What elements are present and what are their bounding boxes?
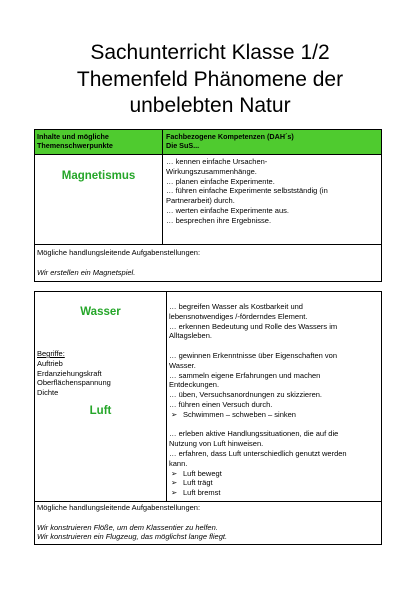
header-competencies: Fachbezogene Kompetenzen (DAH´s) Die SuS...	[166, 132, 294, 150]
topic-air: Luft	[89, 405, 112, 417]
list-item: Nutzung von Luft hinweisen.	[169, 439, 264, 449]
task-item: Wir konstruieren ein Flugzeug, das möglichst lange fliegt.	[37, 532, 228, 542]
competency-list	[166, 157, 380, 226]
terms-list	[37, 349, 163, 398]
list-item: Alltagsleben.	[169, 331, 212, 341]
bullet-item: ➢ Luft trägt	[171, 478, 213, 488]
arrow-bullet-icon: ➢	[171, 468, 178, 478]
topic-water: Wasser	[80, 306, 121, 318]
list-item: Wirkungszusammenhänge.	[166, 166, 257, 176]
page-title	[0, 40, 420, 120]
column-divider	[162, 130, 163, 244]
tasks-section	[37, 503, 377, 542]
topic-magnetism: Magnetismus	[61, 170, 136, 182]
column-divider	[166, 292, 167, 501]
list-item: Entdeckungen.	[169, 380, 220, 390]
task-item: Wir konstruieren Flöße, um dem Klassentier zu helfen.	[37, 522, 218, 532]
tasks-section	[37, 248, 377, 277]
list-item: … planen einfache Experimente.	[166, 176, 275, 186]
terms-label: Begriffe:	[37, 349, 65, 358]
arrow-bullet-icon: ➢	[171, 478, 178, 488]
list-item: Dichte	[37, 388, 59, 398]
task-item: Wir erstellen ein Magnetspiel.	[37, 267, 136, 277]
magnetism-table	[34, 129, 382, 282]
competency-list	[169, 302, 381, 498]
list-item: … führen einfache Experimente selbstständig (in	[166, 186, 328, 196]
header-contents: Inhalte und mögliche Themenschwerpunkte	[37, 132, 113, 150]
row-divider	[35, 244, 381, 245]
list-item: … werten einfache Experimente aus.	[166, 205, 289, 215]
list-item: … führen einen Versuch durch.	[169, 399, 273, 409]
title-line-1: Sachunterricht Klasse 1/2	[90, 41, 330, 64]
arrow-bullet-icon: ➢	[171, 409, 178, 419]
tasks-label: Mögliche handlungsleitende Aufgabenstellungen:	[37, 503, 201, 512]
list-item: … erkennen Bedeutung und Rolle des Wassers im	[169, 321, 338, 331]
list-item: Auftrieb	[37, 358, 63, 368]
row-divider	[35, 501, 381, 502]
list-item: … erleben aktive Handlungssituationen, die auf die	[169, 429, 339, 439]
table-header-row	[35, 130, 381, 155]
bullet-item: ➢ Schwimmen – schweben – sinken	[171, 409, 296, 419]
arrow-bullet-icon: ➢	[171, 488, 178, 498]
bullet-item: ➢ Luft bewegt	[171, 468, 222, 478]
list-item: … begreifen Wasser als Kostbarkeit und	[169, 302, 303, 311]
list-item: … üben, Versuchsanordnungen zu skizzieren.	[169, 390, 323, 400]
list-item: kann.	[169, 458, 188, 468]
list-item: Wasser.	[169, 360, 196, 370]
list-item: … gewinnen Erkenntnisse über Eigenschaften von	[169, 350, 338, 360]
list-item: Partnerarbeit) durch.	[166, 196, 235, 206]
title-line-2: Themenfeld Phänomene der	[76, 67, 344, 91]
list-item: … besprechen ihre Ergebnisse.	[166, 215, 272, 225]
water-air-table	[34, 291, 382, 545]
list-item: Erdanziehungskraft	[37, 368, 102, 378]
tasks-label: Mögliche handlungsleitende Aufgabenstellungen:	[37, 248, 201, 257]
list-item: … kennen einfache Ursachen-	[166, 157, 268, 166]
bullet-item: ➢ Luft bremst	[171, 488, 221, 498]
title-line-3: unbelebten Natur	[129, 94, 291, 117]
list-item: Oberflächenspannung	[37, 378, 111, 388]
list-item: … sammeln eigene Erfahrungen und machen	[169, 370, 321, 380]
list-item: … erfahren, dass Luft unterschiedlich genutzt werden	[169, 448, 347, 458]
list-item: lebensnotwendiges /-förderndes Element.	[169, 311, 308, 321]
